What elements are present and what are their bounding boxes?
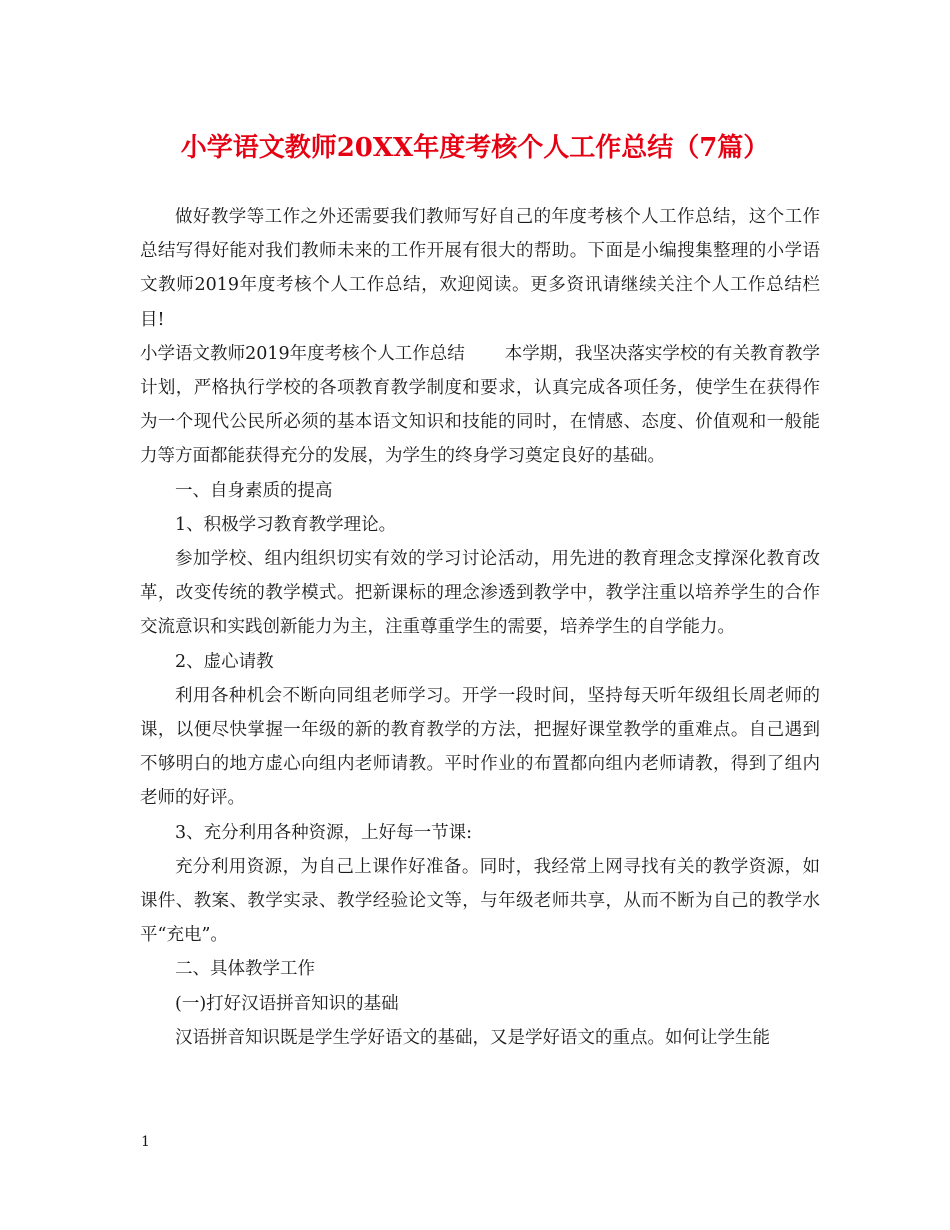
summary-paragraph [140,337,820,474]
page-number: 1 [141,1134,150,1150]
section-heading-1: 一、自身素质的提高 [175,480,333,501]
paragraph-4: 充分利用资源，为自己上课作好准备。同时，我经常上网寻找有关的教学资源，如课件、教案、教学实录、教学经验论文等，与年级老师共享，从而不断为自己的教学水平“充电”。 [140,856,820,946]
paragraph-2: 参加学校、组内组织切实有效的学习讨论活动，用先进的教育理念支撑深化教育改革，改变传统的教学模式。把新课标的理念渗透到教学中，教学注重以培养学生的合作交流意识和实践创新能力为主，注重尊重学生的需要，培养学生的自学能力。 [140,549,820,638]
document-title: 小学语文教师20XX年度考核个人工作总结（7篇） [180,133,770,163]
section-heading-2: 二、具体教学工作 [175,959,315,980]
intro-paragraph: 做好教学等工作之外还需要我们教师写好自己的年度考核个人工作总结，这个工作总结写得好能对我们教师未来的工作开展有很大的帮助。下面是小编搜集整理的小学语文教师2019年度考核个人工作总结，欢迎阅读。更多资讯请继续关注个人工作总结栏目! [140,207,820,330]
document-body [140,200,820,1055]
sub-heading: 小学语文教师2019年度考核个人工作总结 [140,343,465,364]
subsection-heading-1: 1、积极学习教育教学理论。 [175,514,397,535]
paragraph-3: 利用各种机会不断向同组老师学习。开学一段时间，坚持每天听年级组长周老师的课，以便尽快掌握一年级的新的教育教学的方法，把握好课堂教学的重难点。自己遇到不够明白的地方虚心向组内老师请教。平时作业的布置都向组内老师请教，得到了组内老师的好评。 [140,685,820,809]
subsection-heading-2: 2、虚心请教 [175,651,274,672]
subsection-heading-3: 3、充分利用各种资源，上好每一节课: [175,822,473,843]
paragraph-1: 本学期，我坚决落实学校的有关教育教学计划，严格执行学校的各项教育教学制度和要求，认真完成各项任务，使学生在获得作为一个现代公民所必须的基本语文知识和技能的同时，在情感、态度、价值观和一般能力等方面都能获得充分的发展，为学生的终身学习奠定良好的基础。 [140,343,820,467]
subsection-heading-4: (一)打好汉语拼音知识的基础 [175,993,399,1014]
paragraph-5: 汉语拼音知识既是学生学好语文的基础，又是学好语文的重点。如何让学生能 [175,1027,770,1048]
